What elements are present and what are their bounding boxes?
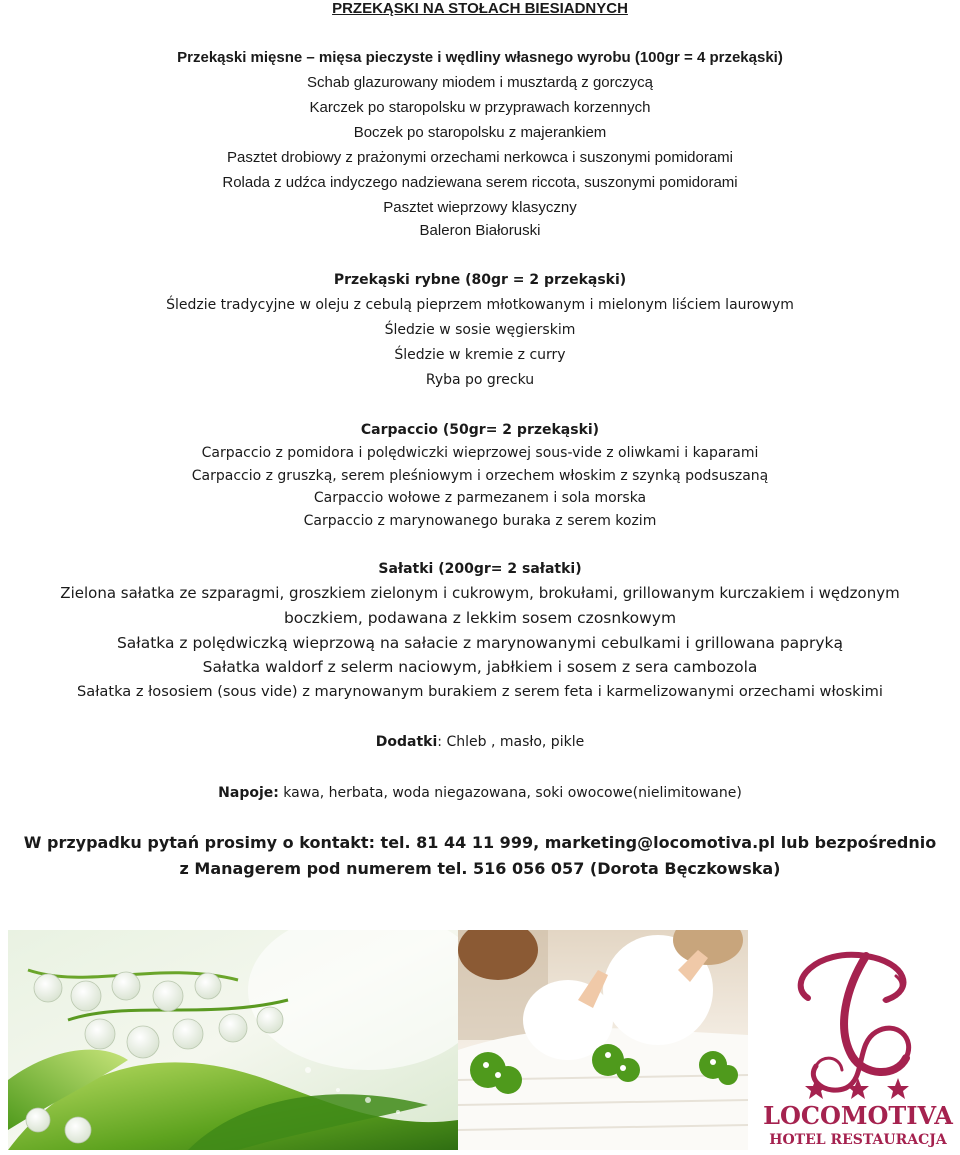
extras-line [0,734,960,750]
communion-illustration [458,930,748,1150]
page-title: PRZEKĄSKI NA STOŁACH BIESIADNYCH [332,0,628,17]
salad-item: Sałatka z polędwiczką wieprzową na sałacie z marynowanymi cebulkami i grillowana papryką [116,634,844,652]
salad-item: Zielona sałatka ze szparagmi, groszkiem zielonym i cukrowym, brokułami, grillowanym kurczakiem i wędzonym [60,584,900,602]
fish-heading: Przekąski rybne (80gr = 2 przekąski) [333,272,627,288]
fish-item: Śledzie tradycyjne w oleju z cebulą pieprzem młotkowanym i mielonym liściem laurowym [166,297,794,313]
contact-line-2: z Managerem pod numerem tel. 516 056 057 (Dorota Bęczkowska) [179,859,781,878]
contact-line-1: W przypadku pytań prosimy o kontakt: tel. 81 44 11 999, marketing@locomotiva.pl lub bezpośrednio [23,833,937,852]
fish-item: Śledzie w kremie z curry [394,347,566,363]
meat-item: Pasztet drobiowy z prażonymi orzechami nerkowca i suszonymi pomidorami [226,149,734,166]
drinks-line [0,785,960,801]
meat-heading: Przekąski mięsne – mięsa pieczyste i wędliny własnego wyrobu (100gr = 4 przekąski) [177,49,783,66]
logo-name: LOCOMOTIVA [763,1101,953,1130]
extras-text: : Chleb , masło, pikle [437,734,585,750]
drinks-text: kawa, herbata, woda niegazowana, soki owocowe(nielimitowane) [278,785,742,801]
lily-of-the-valley-photo [8,930,458,1150]
logo-tagline: HOTEL RESTAURACJA [769,1132,947,1148]
carpaccio-item: Carpaccio z marynowanego buraka z serem kozim [303,513,657,529]
carpaccio-heading: Carpaccio (50gr= 2 przekąski) [360,422,600,438]
logo-emblem [756,928,960,1150]
salad-item: boczkiem, podawana z lekkim sosem czosnkowym [283,609,677,627]
meat-item: Pasztet wieprzowy klasyczny [383,199,577,216]
carpaccio-item: Carpaccio z gruszką, serem pleśniowym i orzechem włoskim z szynką podsuszaną [191,468,769,484]
salads-heading: Sałatki (200gr= 2 sałatki) [378,561,582,577]
carpaccio-item: Carpaccio z pomidora i polędwiczki wieprzowej sous-vide z oliwkami i kaparami [201,445,759,461]
meat-item: Rolada z udźca indyczego nadziewana serem riccota, suszonymi pomidorami [222,174,738,191]
meat-item: Baleron Białoruski [419,222,541,239]
fish-item: Śledzie w sosie węgierskim [384,322,576,338]
salad-item: Sałatka z łososiem (sous vide) z marynowanym burakiem z serem feta i karmelizowanymi orzechami włoskimi [77,683,883,700]
locomotiva-logo [756,928,960,1150]
extras-label: Dodatki [375,734,438,750]
communion-photo [458,930,748,1150]
drinks-label: Napoje: [218,785,279,801]
fish-item: Ryba po grecku [425,372,535,388]
carpaccio-item: Carpaccio wołowe z parmezanem i sola morska [313,490,647,506]
lily-of-the-valley-illustration [8,930,458,1150]
meat-item: Schab glazurowany miodem i musztardą z gorczycą [307,74,653,91]
meat-item: Boczek po staropolsku z majerankiem [353,124,607,141]
salad-item: Sałatka waldorf z selerm naciowym, jabłkiem i sosem z sera cambozola [202,658,758,676]
meat-item: Karczek po staropolsku w przyprawach korzennych [309,99,651,116]
